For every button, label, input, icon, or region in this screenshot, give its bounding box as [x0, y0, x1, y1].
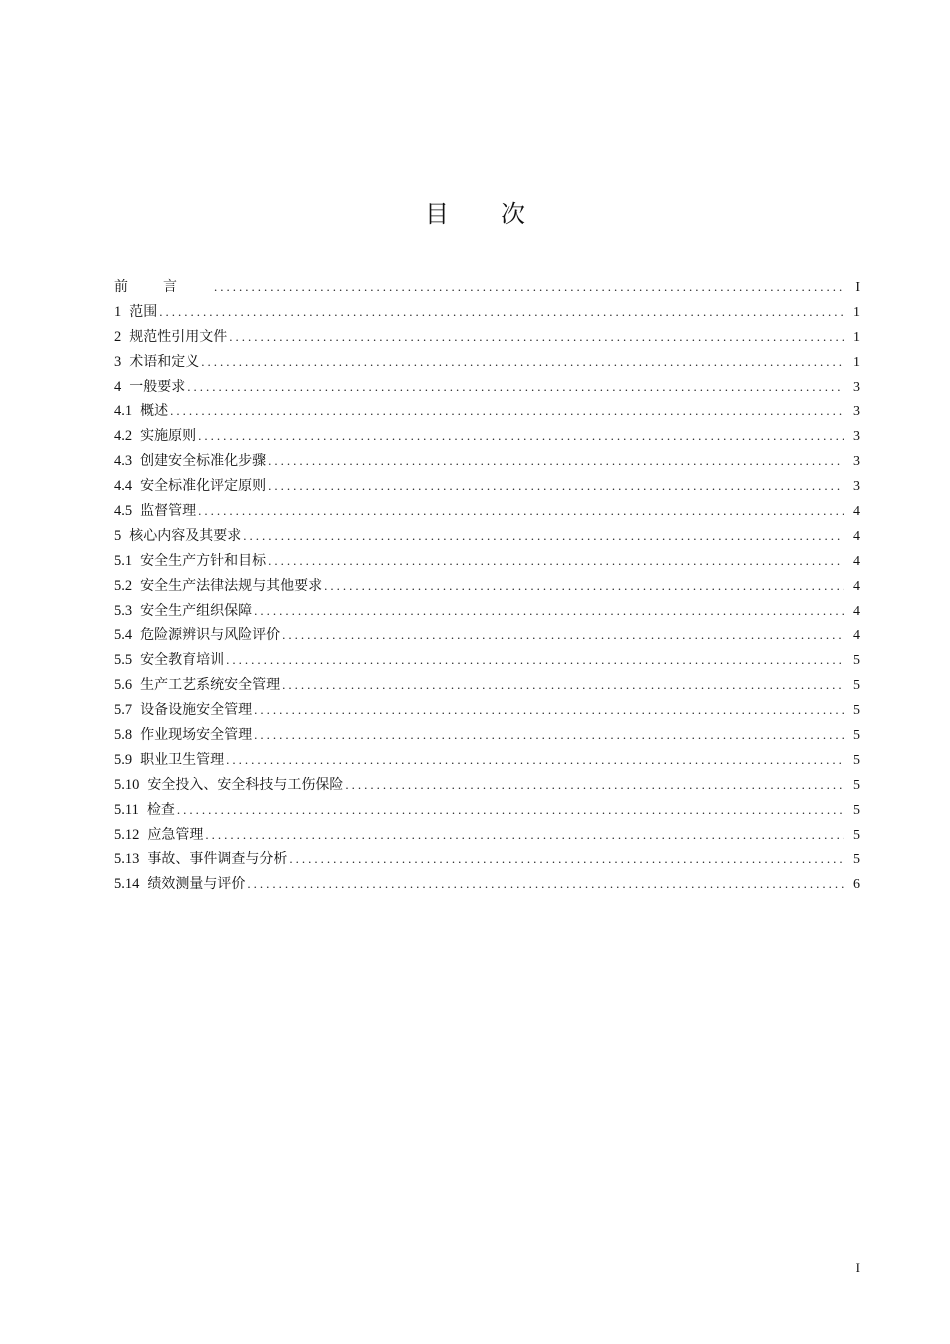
toc-entry-page: 3: [853, 404, 860, 420]
toc-entry[interactable]: [114, 673, 860, 698]
toc-entry[interactable]: [114, 375, 860, 400]
toc-entry-number: 3: [114, 353, 122, 370]
toc-entry-number: 5.7: [114, 702, 133, 719]
toc-entry-label: 核心内容及其要求: [129, 527, 242, 544]
toc-dot-leader: [247, 872, 844, 897]
toc-entry-page: 3: [853, 429, 860, 445]
toc-dot-leader: [243, 524, 844, 549]
toc-entry-number: 1: [114, 303, 122, 320]
toc-entry-page: 3: [853, 379, 860, 395]
toc-entry-page: 5: [853, 802, 860, 818]
toc-entry-number: 5.13: [114, 851, 140, 868]
toc-entry-label: 前言: [114, 279, 212, 295]
toc-dot-leader: [226, 748, 844, 773]
toc-entry-label: 安全生产组织保障: [140, 602, 253, 619]
toc-entry-number: 4.5: [114, 503, 133, 520]
toc-entry-label: 术语和定义: [129, 353, 200, 370]
toc-entry-number: 5.2: [114, 577, 133, 594]
title-char-2: 次: [501, 200, 525, 228]
toc-entry-page: 3: [853, 454, 860, 470]
toc-entry-page: 1: [853, 354, 860, 370]
toc-entry-number: 5.9: [114, 751, 133, 768]
toc-entry-number: 5.1: [114, 552, 133, 569]
toc-entry-page: 4: [853, 603, 860, 619]
toc-entry[interactable]: [114, 748, 860, 773]
toc-dot-leader: [226, 648, 844, 673]
toc-entry-label: 规范性引用文件: [129, 328, 228, 345]
toc-entry[interactable]: [114, 474, 860, 499]
page-number: I: [855, 1260, 860, 1275]
toc-entry-number: 4.1: [114, 403, 133, 420]
toc-entry-page: 5: [853, 852, 860, 868]
toc-entry-page: 5: [853, 777, 860, 793]
table-of-contents: [114, 275, 860, 897]
toc-entry[interactable]: [114, 698, 860, 723]
toc-dot-leader: [268, 474, 844, 499]
toc-dot-leader: [159, 300, 844, 325]
toc-entry-number: 4.2: [114, 428, 133, 445]
toc-entry-number: 4.3: [114, 453, 133, 470]
toc-entry-page: 1: [853, 329, 860, 345]
toc-entry-page: 5: [853, 653, 860, 669]
title-char-1: 目: [425, 200, 449, 228]
toc-entry-page: 4: [853, 528, 860, 544]
toc-dot-leader: [324, 574, 844, 599]
toc-entry-page: 5: [853, 752, 860, 768]
toc-dot-leader: [201, 350, 844, 375]
toc-entry-number: 5.10: [114, 776, 140, 793]
toc-entry[interactable]: [114, 723, 860, 748]
toc-entry-page: 5: [853, 728, 860, 744]
toc-dot-leader: [254, 698, 844, 723]
toc-entry-number: 5.8: [114, 727, 133, 744]
toc-dot-leader: [289, 847, 844, 872]
toc-entry[interactable]: [114, 399, 860, 424]
toc-dot-leader: [214, 275, 844, 300]
toc-dot-leader: [205, 823, 844, 848]
toc-entry-label: 生产工艺系统安全管理: [140, 677, 281, 694]
toc-entry-number: 5.3: [114, 602, 133, 619]
toc-entry[interactable]: [114, 773, 860, 798]
toc-entry-label: 危险源辨识与风险评价: [140, 627, 281, 644]
toc-entry-page: 4: [853, 553, 860, 569]
toc-entry-number: 4.4: [114, 478, 133, 495]
toc-entry-page: 4: [853, 504, 860, 520]
toc-entry[interactable]: [114, 798, 860, 823]
toc-entry[interactable]: [114, 574, 860, 599]
toc-entry-number: 5.5: [114, 652, 133, 669]
toc-dot-leader: [177, 798, 844, 823]
page-title: [0, 198, 950, 230]
toc-entry[interactable]: [114, 424, 860, 449]
toc-entry-label: 设备设施安全管理: [140, 702, 253, 719]
toc-entry[interactable]: [114, 599, 860, 624]
toc-entry-label: 安全生产方针和目标: [140, 552, 267, 569]
toc-entry-label: 事故、事件调查与分析: [147, 851, 288, 868]
toc-entry[interactable]: [114, 325, 860, 350]
toc-entry-number: 5.12: [114, 826, 140, 843]
toc-entry-number: 5: [114, 527, 122, 544]
toc-dot-leader: [198, 424, 844, 449]
toc-dot-leader: [268, 449, 844, 474]
toc-entry[interactable]: [114, 549, 860, 574]
toc-entry-label: 安全教育培训: [140, 652, 225, 669]
toc-entry-number: 2: [114, 328, 122, 345]
toc-entry-label: 职业卫生管理: [140, 751, 225, 768]
toc-entry-number: 5.11: [114, 801, 139, 818]
toc-entry-label: 安全生产法律法规与其他要求: [140, 577, 323, 594]
toc-dot-leader: [170, 399, 844, 424]
toc-entry-number: 4: [114, 378, 122, 395]
toc-entry-label: 创建安全标准化步骤: [140, 453, 267, 470]
toc-dot-leader: [254, 723, 844, 748]
toc-dot-leader: [187, 375, 844, 400]
toc-dot-leader: [268, 549, 844, 574]
toc-dot-leader: [254, 599, 844, 624]
toc-entry-label: 一般要求: [129, 378, 186, 395]
toc-entry[interactable]: [114, 648, 860, 673]
toc-entry[interactable]: [114, 872, 860, 897]
toc-entry-number: 5.6: [114, 677, 133, 694]
toc-dot-leader: [282, 673, 844, 698]
toc-entry-page: 5: [853, 703, 860, 719]
toc-entry[interactable]: [114, 823, 860, 848]
toc-entry[interactable]: [114, 275, 860, 300]
toc-entry-page: I: [855, 280, 860, 295]
toc-entry-label: 概述: [140, 403, 169, 420]
toc-entry-page: 4: [853, 628, 860, 644]
toc-entry-page: 6: [853, 877, 860, 893]
toc-entry-label: 监督管理: [140, 503, 197, 520]
toc-entry-page: 1: [853, 304, 860, 320]
toc-entry-page: 5: [853, 827, 860, 843]
toc-entry-label: 实施原则: [140, 428, 197, 445]
toc-entry-page: 3: [853, 479, 860, 495]
toc-entry-label: 绩效测量与评价: [147, 876, 246, 893]
toc-entry-page: 5: [853, 678, 860, 694]
toc-entry[interactable]: [114, 847, 860, 872]
toc-entry[interactable]: [114, 300, 860, 325]
toc-dot-leader: [345, 773, 844, 798]
toc-entry[interactable]: [114, 350, 860, 375]
toc-dot-leader: [229, 325, 844, 350]
toc-dot-leader: [198, 499, 844, 524]
toc-entry-number: 5.4: [114, 627, 133, 644]
toc-entry-label: 范围: [129, 303, 158, 320]
toc-entry-label: 应急管理: [147, 826, 204, 843]
toc-entry[interactable]: [114, 499, 860, 524]
toc-entry-label: 安全标准化评定原则: [140, 478, 267, 495]
toc-entry[interactable]: [114, 524, 860, 549]
toc-entry-label: 检查: [146, 801, 175, 818]
toc-entry-label: 作业现场安全管理: [140, 727, 253, 744]
toc-entry-number: 5.14: [114, 876, 140, 893]
toc-entry-page: 4: [853, 578, 860, 594]
toc-dot-leader: [282, 623, 844, 648]
toc-entry-label: 安全投入、安全科技与工伤保险: [147, 776, 344, 793]
toc-entry[interactable]: [114, 449, 860, 474]
toc-entry[interactable]: [114, 623, 860, 648]
